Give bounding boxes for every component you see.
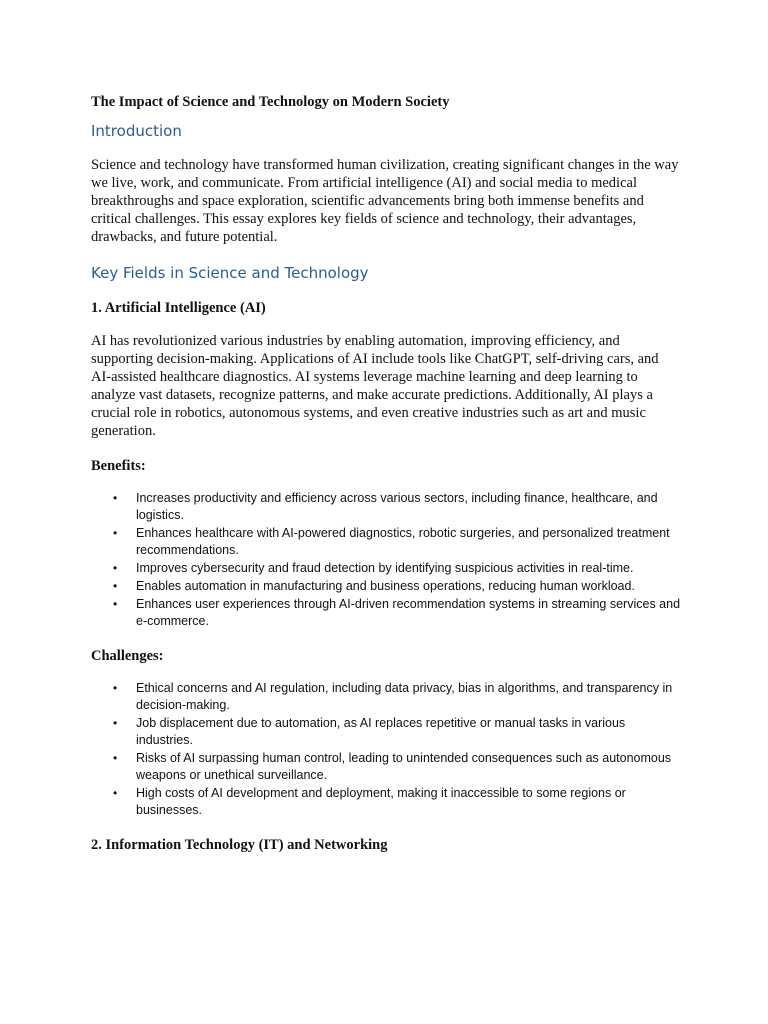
it-section-heading: 2. Information Technology (IT) and Networking [91,837,388,853]
list-item [91,525,681,559]
list-item [91,578,681,595]
list-item-text: Risks of AI surpassing human control, leading to unintended consequences such as autonomous weapons or unethical surveillance. [136,751,672,782]
introduction-paragraph: Science and technology have transformed human civilization, creating significant changes in the way we live, work, and communicate. From artificial intelligence (AI) and social media to medical breakthroughs and space exploration, scientific advancements bring both immense benefits and critical challenges. This essay explores key fields of science and technology, their advantages, drawbacks, and future potential. [91,157,679,245]
ai-section-heading: 1. Artificial Intelligence (AI) [91,300,266,316]
list-item-text: Enables automation in manufacturing and business operations, reducing human workload. [136,579,635,593]
bullet-icon: • [113,597,118,611]
challenges-heading: Challenges: [91,648,164,664]
key-fields-heading: Key Fields in Science and Technology [91,264,369,282]
list-item [91,560,681,577]
list-item-text: Improves cybersecurity and fraud detection by identifying suspicious activities in real-time. [136,561,634,575]
bullet-icon: • [113,561,118,575]
list-item-text: High costs of AI development and deployment, making it inaccessible to some regions or businesses. [136,786,626,817]
bullet-icon: • [113,751,118,765]
list-item-text: Enhances healthcare with AI-powered diagnostics, robotic surgeries, and personalized treatment recommendations. [136,526,670,557]
list-item [91,490,681,524]
list-item-text: Increases productivity and efficiency across various sectors, including finance, healthcare, and logistics. [136,491,658,522]
bullet-icon: • [113,579,118,593]
ai-paragraph: AI has revolutionized various industries by enabling automation, improving efficiency, and supporting decision-making. Applications of AI include tools like ChatGPT, self-driving cars, and AI-assisted healthcare diagnostics. AI systems leverage machine learning and deep learning to analyze vast datasets, recognize patterns, and make accurate predictions. Additionally, AI plays a crucial role in robotics, autonomous systems, and even creative industries such as art and music generation. [91,333,659,439]
list-item [91,715,681,749]
introduction-heading: Introduction [91,122,182,140]
document-title: The Impact of Science and Technology on Modern Society [91,94,450,110]
challenges-list [91,680,681,819]
list-item-text: Job displacement due to automation, as AI replaces repetitive or manual tasks in various industries. [136,716,626,747]
bullet-icon: • [113,786,118,800]
benefits-heading: Benefits: [91,458,146,474]
list-item [91,596,681,630]
list-item [91,750,681,784]
benefits-list [91,490,681,630]
bullet-icon: • [113,526,118,540]
list-item [91,680,681,714]
document-page [91,92,681,869]
bullet-icon: • [113,491,118,505]
list-item [91,785,681,819]
list-item-text: Enhances user experiences through AI-driven recommendation systems in streaming services and e-commerce. [136,597,681,628]
bullet-icon: • [113,681,118,695]
list-item-text: Ethical concerns and AI regulation, including data privacy, bias in algorithms, and transparency in decision-making. [136,681,673,712]
bullet-icon: • [113,716,118,730]
